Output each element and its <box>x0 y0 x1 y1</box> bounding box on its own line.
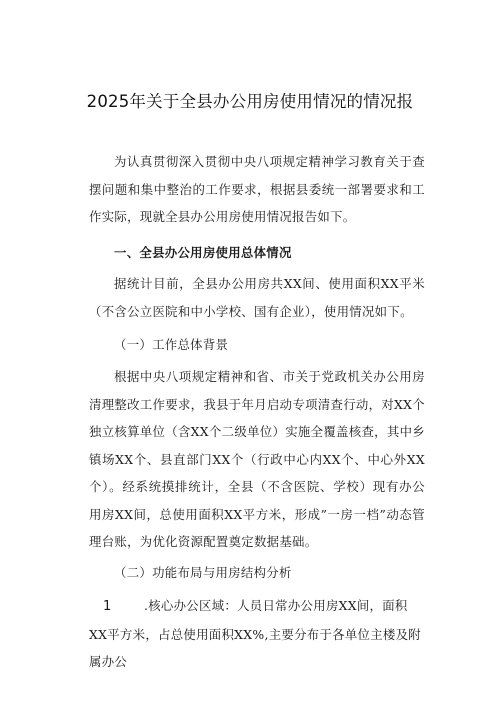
list-item-text: .核心办公区域：人员日常办公用房XX间，面积XX平方米，占总使用面积XX%,主要分布于各单位主楼及附属办公 <box>89 598 421 669</box>
intro-paragraph: 为认真贯彻深入贯彻中央八项规定精神学习教育关于查摆问题和集中整治的工作要求，根据县委统一部署要求和工作实际，现就全县办公用房使用情况报告如下。 <box>89 154 425 224</box>
list-item-number: 1 <box>103 599 112 614</box>
subsection-heading-layout: （二）功能布局与用房结构分析 <box>114 565 292 580</box>
subsection-heading-background: （一）工作总体背景 <box>114 337 229 352</box>
document-title: 2025年关于全县办公用房使用情况的情况报 <box>86 92 414 111</box>
section-heading-overview: 一、全县办公用房使用总体情况 <box>114 245 292 260</box>
subsection-background-paragraph: 根据中央八项规定精神和省、市关于党政机关办公用房清理整改工作要求，我县于年月启动专项清查行动，对XX个独立核算单位（含XX个二级单位）实施全覆盖核查，其中乡镇场XX个、县直部门XX个（行政中心内XX个、中心外XX个）。经系统摸排统计，全县（不含医院、学校）现有办公用房XX间，总使用面积XX平方米，形成”一房一档”动态管理台账，为优化资源配置奠定数据基础。 <box>89 369 425 549</box>
list-item <box>89 592 425 676</box>
section-overview-paragraph: 据统计目前，全县办公用房共XX间、使用面积XX平米（不含公立医院和中小学校、国有企业），使用情况如下。 <box>89 276 425 319</box>
